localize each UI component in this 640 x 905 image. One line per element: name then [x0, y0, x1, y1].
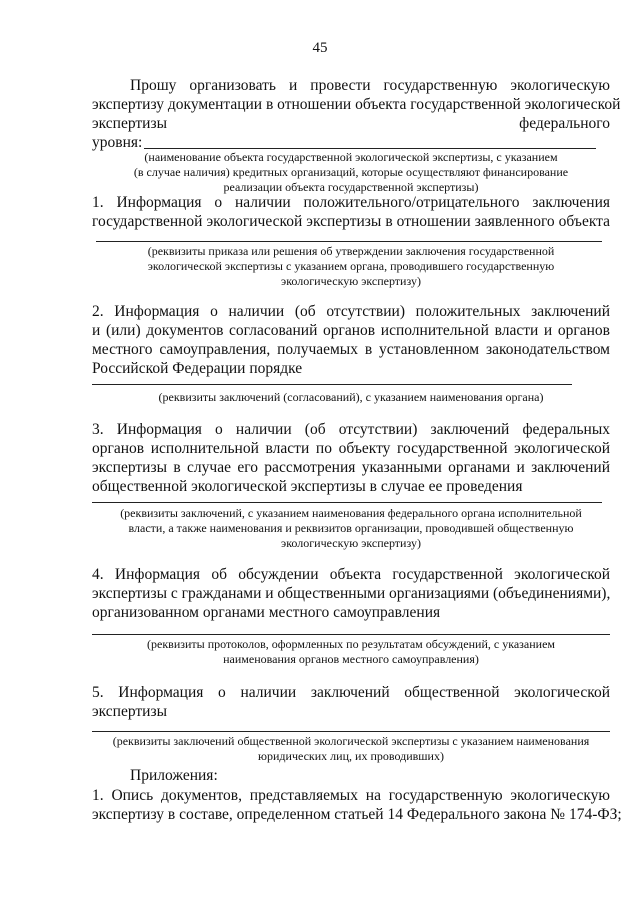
- attachment-line: экспертизу в составе, определенном статьей 14 Федерального закона № 174-ФЗ;: [92, 806, 622, 823]
- caption-3: [92, 506, 610, 551]
- attachments-heading: Приложения:: [130, 767, 218, 784]
- blank-line-3: [92, 502, 602, 503]
- intro-line: экспертизу документации в отношении объекта государственной экологической: [92, 96, 621, 113]
- item-line: Российской Федерации порядке: [92, 360, 303, 377]
- attachments-list: [92, 786, 622, 824]
- blank-line-5: [92, 731, 610, 732]
- caption-4: [92, 637, 610, 667]
- item-line: общественной экологической экспертизы в случае ее проведения: [92, 478, 523, 495]
- caption-line: (реквизиты заключений, с указанием наименования федерального органа исполнительной: [120, 506, 582, 520]
- item-3: [92, 420, 610, 496]
- item-1: [92, 193, 610, 231]
- intro-paragraph: [92, 76, 621, 114]
- caption-line: экологической экспертизы с указанием органа, проводившего государственную: [147, 259, 555, 273]
- caption-line: (реквизиты протоколов, оформленных по результатам обсуждений, с указанием: [147, 637, 555, 651]
- caption-line: юридических лиц, их проводивших): [258, 749, 444, 763]
- intro-line-split: [92, 114, 610, 133]
- item-line: и (или) документов согласований органов исполнительной власти и органов: [92, 322, 610, 339]
- caption-line: (реквизиты приказа или решения об утверждении заключения государственной: [147, 244, 555, 258]
- blank-line-object: [144, 148, 596, 149]
- item-line: 2. Информация о наличии (об отсутствии) положительных заключений: [92, 303, 610, 320]
- caption-2: [92, 390, 610, 405]
- attachments-heading-block: [92, 766, 610, 785]
- item-line: экспертизы с гражданами и общественными организациями (объединениями),: [92, 585, 611, 602]
- caption-5: [92, 734, 610, 764]
- attachment-line: 1. Опись документов, представляемых на государственную экологическую: [92, 787, 610, 804]
- page-number: 45: [312, 40, 328, 56]
- item-line: экспертизы в случае его рассмотрения указанными органами и заключений: [92, 459, 610, 476]
- intro-level-label: уровня:: [92, 134, 143, 151]
- blank-line-2: [92, 384, 572, 385]
- item-line: 4. Информация об обсуждении объекта государственной экологической: [92, 566, 610, 583]
- item-line: 1. Информация о наличии положительного/отрицательного заключения: [92, 194, 610, 211]
- item-line: экспертизы: [92, 703, 168, 720]
- caption-line: (в случае наличия) кредитных организаций, которые осуществляют финансирование: [133, 165, 569, 179]
- intro-left-word: экспертизы: [92, 115, 168, 132]
- caption-line: власти, а также наименования и реквизитов организации, проводившей общественную: [128, 521, 574, 535]
- item-line: организованном органами местного самоуправления: [92, 604, 441, 621]
- item-line: государственной экологической экспертизы в отношении заявленного объекта: [92, 213, 610, 230]
- caption-line: (наименование объекта государственной экологической экспертизы, с указанием: [144, 150, 558, 164]
- intro-line: Прошу организовать и провести государственную экологическую: [130, 77, 610, 94]
- intro-right-word: федерального: [519, 115, 610, 132]
- caption-line: реализации объекта государственной экспертизы): [223, 180, 479, 194]
- item-line: органов исполнительной власти по объекту государственной экологической: [92, 440, 610, 457]
- blank-line-1: [96, 241, 602, 242]
- item-2: [92, 302, 610, 378]
- item-5: [92, 683, 610, 721]
- item-line: 5. Информация о наличии заключений общественной экологической: [92, 684, 610, 701]
- caption-line: наименования органов местного самоуправления): [223, 652, 479, 666]
- caption-object: [92, 150, 610, 195]
- caption-1: [92, 244, 610, 289]
- caption-line: (реквизиты заключений общественной экологической экспертизы с указанием наименования: [112, 734, 590, 748]
- blank-line-4: [92, 634, 610, 635]
- item-line: местного самоуправления, получаемых в установленном законодательством: [92, 341, 610, 358]
- caption-line: экологическую экспертизу): [281, 274, 421, 288]
- item-line: 3. Информация о наличии (об отсутствии) заключений федеральных: [92, 421, 610, 438]
- caption-line: (реквизиты заключений (согласований), с указанием наименования органа): [158, 390, 544, 404]
- caption-line: экологическую экспертизу): [281, 536, 421, 550]
- item-4: [92, 565, 610, 622]
